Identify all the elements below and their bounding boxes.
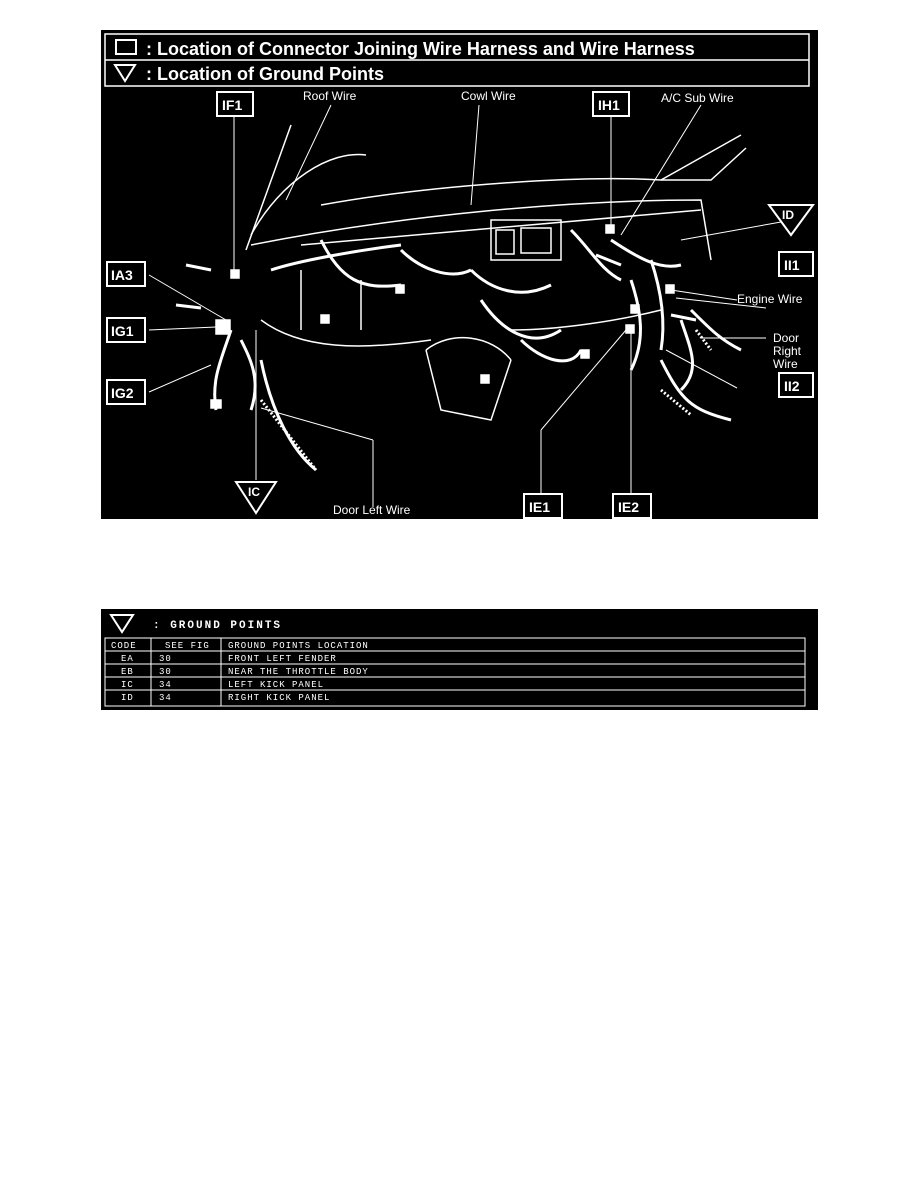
ground-legend-icon: [115, 65, 135, 81]
svg-text:ID: ID: [782, 208, 794, 222]
svg-text:IF1: IF1: [222, 97, 243, 113]
svg-text:IH1: IH1: [598, 97, 620, 113]
ac-sub-wire-label: A/C Sub Wire: [661, 91, 734, 105]
ground-table-icon: [111, 615, 133, 632]
svg-text:34: 34: [159, 693, 172, 703]
engine-wire-label: Engine Wire: [737, 292, 803, 306]
header-code: CODE: [111, 641, 137, 651]
ground-table-title: : GROUND POINTS: [153, 620, 283, 632]
svg-text:RIGHT KICK PANEL: RIGHT KICK PANEL: [228, 693, 331, 703]
ground-point-IC: [236, 482, 276, 513]
table-row: [121, 654, 337, 664]
connector-legend-icon: [116, 40, 136, 54]
svg-text:IE1: IE1: [529, 499, 551, 515]
connector-IA3: [107, 262, 145, 286]
door-right-wire-label-1: Door: [773, 331, 800, 345]
cowl-wire-label: Cowl Wire: [461, 89, 516, 103]
svg-text:IC: IC: [248, 485, 260, 499]
svg-text:IG1: IG1: [111, 323, 134, 339]
svg-text:30: 30: [159, 667, 172, 677]
svg-text:II1: II1: [784, 257, 800, 273]
dashboard-illustration: [176, 125, 746, 470]
door-right-wire-label-3: Wire: [773, 357, 798, 371]
connector-IG2: [107, 380, 145, 404]
ground-points-table: [101, 609, 818, 710]
svg-text:IA3: IA3: [111, 267, 133, 283]
header-location: GROUND POINTS LOCATION: [228, 641, 369, 651]
door-right-wire-label-2: Right: [773, 344, 802, 358]
connector-IH1: [593, 92, 629, 116]
table-row: [121, 667, 369, 677]
svg-text:EB: EB: [121, 667, 134, 677]
ground-legend-text: : Location of Ground Points: [146, 64, 384, 84]
connector-IG1: [107, 318, 145, 342]
connector-IF1: [217, 92, 253, 116]
svg-text:FRONT LEFT FENDER: FRONT LEFT FENDER: [228, 654, 337, 664]
svg-text:EA: EA: [121, 654, 134, 664]
connector-II2: [779, 373, 813, 397]
door-left-wire-label: Door Left Wire: [333, 503, 411, 517]
connector-II1: [779, 252, 813, 276]
table-row: [121, 693, 330, 703]
header-see-fig: SEE FIG: [165, 641, 210, 651]
svg-text:30: 30: [159, 654, 172, 664]
svg-text:IG2: IG2: [111, 385, 134, 401]
connector-legend-text: : Location of Connector Joining Wire Harness and Wire Harness: [146, 39, 695, 59]
wiring-diagram: [101, 30, 818, 519]
connector-IE2: [613, 494, 651, 518]
svg-text:II2: II2: [784, 378, 800, 394]
roof-wire-label: Roof Wire: [303, 89, 357, 103]
svg-text:LEFT KICK PANEL: LEFT KICK PANEL: [228, 680, 325, 690]
ground-point-ID: [769, 205, 813, 235]
svg-text:ID: ID: [121, 693, 134, 703]
connector-IE1: [524, 494, 562, 518]
svg-text:IE2: IE2: [618, 499, 640, 515]
svg-text:IC: IC: [121, 680, 134, 690]
svg-text:NEAR THE THROTTLE BODY: NEAR THE THROTTLE BODY: [228, 667, 369, 677]
svg-text:34: 34: [159, 680, 172, 690]
